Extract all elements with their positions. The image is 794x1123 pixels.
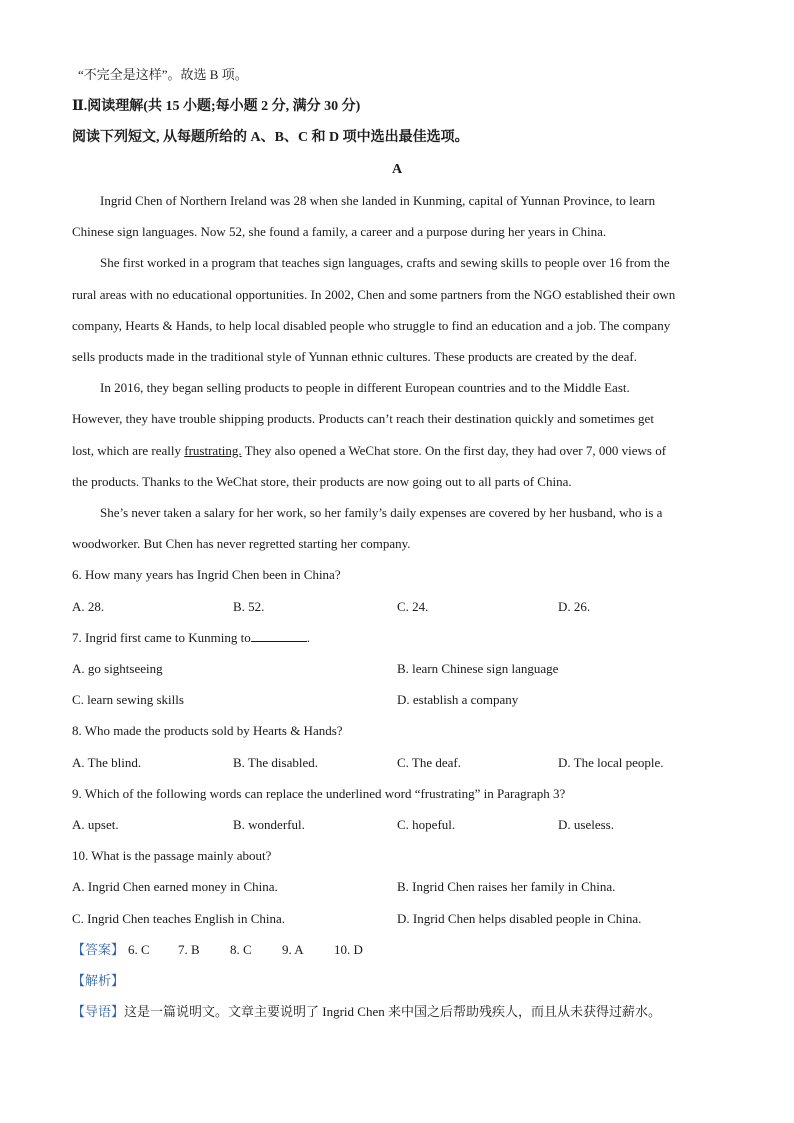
passage-p1-line2: Chinese sign languages. Now 52, she found a family, a career and a purpose during her years in China. (72, 224, 607, 239)
question-6-option-b: B. 52. (233, 599, 265, 614)
passage-p3-line2: However, they have trouble shipping products. Products can’t reach their destination quickly and sometimes get (72, 411, 654, 426)
passage-p3-line3-post: They also opened a WeChat store. On the first day, they had over 7, 000 views of (241, 443, 667, 458)
question-10-option-a: A. Ingrid Chen earned money in China. (72, 879, 278, 894)
passage-p2-line3: company, Hearts & Hands, to help local disabled people who struggle to find an education and a job. The company (72, 318, 671, 333)
question-7-stem-text: 7. Ingrid first came to Kunming to (72, 630, 251, 645)
passage-p2-line2: rural areas with no educational opportunities. In 2002, Chen and some partners from the NGO established their own (72, 287, 676, 302)
passage-p3-line1: In 2016, they began selling products to people in different European countries and to the Middle East. (100, 380, 630, 395)
answer-blank (251, 629, 307, 642)
question-7-option-c: C. learn sewing skills (72, 692, 184, 707)
question-6-option-c: C. 24. (397, 599, 429, 614)
passage-p3-line4: the products. Thanks to the WeChat store, their products are now going out to all parts of China. (72, 474, 572, 489)
question-7-stem-end: . (306, 630, 310, 645)
answer-item-7: 7. B (178, 942, 200, 957)
guide-text: 这是一篇说明文。文章主要说明了 Ingrid Chen 来中国之后帮助残疾人，而且从未获得过薪水。 (124, 1004, 661, 1019)
answer-key (72, 941, 124, 959)
question-9-option-c: C. hopeful. (397, 817, 456, 832)
passage-p2-line1: She first worked in a program that teaches sign languages, crafts and sewing skills to people over 16 from the (100, 255, 670, 270)
question-9-stem: 9. Which of the following words can replace the underlined word “frustrating” in Paragraph 3? (72, 786, 566, 801)
section-heading: Ⅱ.阅读理解(共 15 小题;每小题 2 分, 满分 30 分) (72, 99, 361, 114)
question-6-option-d: D. 26. (558, 599, 591, 614)
question-7-option-b: B. learn Chinese sign language (397, 661, 559, 676)
question-8-stem: 8. Who made the products sold by Hearts & Hands? (72, 723, 343, 738)
question-6-option-a: A. 28. (72, 599, 105, 614)
instructions: 阅读下列短文, 从每题所给的 A、B、C 和 D 项中选出最佳选项。 (72, 130, 469, 145)
guide-paragraph (72, 1003, 661, 1021)
question-6-stem: 6. How many years has Ingrid Chen been in China? (72, 567, 341, 582)
question-8-option-d: D. The local people. (558, 755, 664, 770)
question-10-option-d: D. Ingrid Chen helps disabled people in China. (397, 911, 642, 926)
passage-p1-line1: Ingrid Chen of Northern Ireland was 28 when she landed in Kunming, capital of Yunnan Province, to learn (100, 193, 656, 208)
passage-p4-line1: She’s never taken a salary for her work, so her family’s daily expenses are covered by her husband, who is a (100, 505, 663, 520)
passage-label: A (391, 162, 403, 177)
question-8-option-c: C. The deaf. (397, 755, 462, 770)
answer-item-6: 6. C (128, 942, 150, 957)
question-10-option-c: C. Ingrid Chen teaches English in China. (72, 911, 286, 926)
question-7-option-d: D. establish a company (397, 692, 519, 707)
answer-item-9: 9. A (282, 942, 304, 957)
question-7-option-a: A. go sightseeing (72, 661, 163, 676)
passage-p4-line2: woodworker. But Chen has never regretted starting her company. (72, 536, 411, 551)
answer-label: 【答案】 (72, 942, 125, 957)
answer-item-8: 8. C (230, 942, 252, 957)
question-9-option-d: D. useless. (558, 817, 614, 832)
question-8-option-a: A. The blind. (72, 755, 142, 770)
previous-answer-tail: “不完全是这样”。故选 B 项。 (78, 67, 248, 82)
passage-p3-line3-pre: lost, which are really (72, 443, 185, 458)
question-10-option-b: B. Ingrid Chen raises her family in China. (397, 879, 616, 894)
analysis-label: 【解析】 (72, 973, 125, 988)
question-7-stem (72, 629, 310, 647)
question-8-option-b: B. The disabled. (233, 755, 318, 770)
question-9-option-b: B. wonderful. (233, 817, 305, 832)
answer-item-10: 10. D (334, 942, 363, 957)
passage-p2-line4: sells products made in the traditional style of Yunnan ethnic cultures. These products are created by the deaf. (72, 349, 637, 364)
question-10-stem: 10. What is the passage mainly about? (72, 848, 272, 863)
passage-p3-line3 (72, 442, 666, 460)
question-9-option-a: A. upset. (72, 817, 119, 832)
underlined-word-frustrating: frustrating. (184, 443, 242, 458)
guide-label: 【导语】 (72, 1004, 125, 1019)
